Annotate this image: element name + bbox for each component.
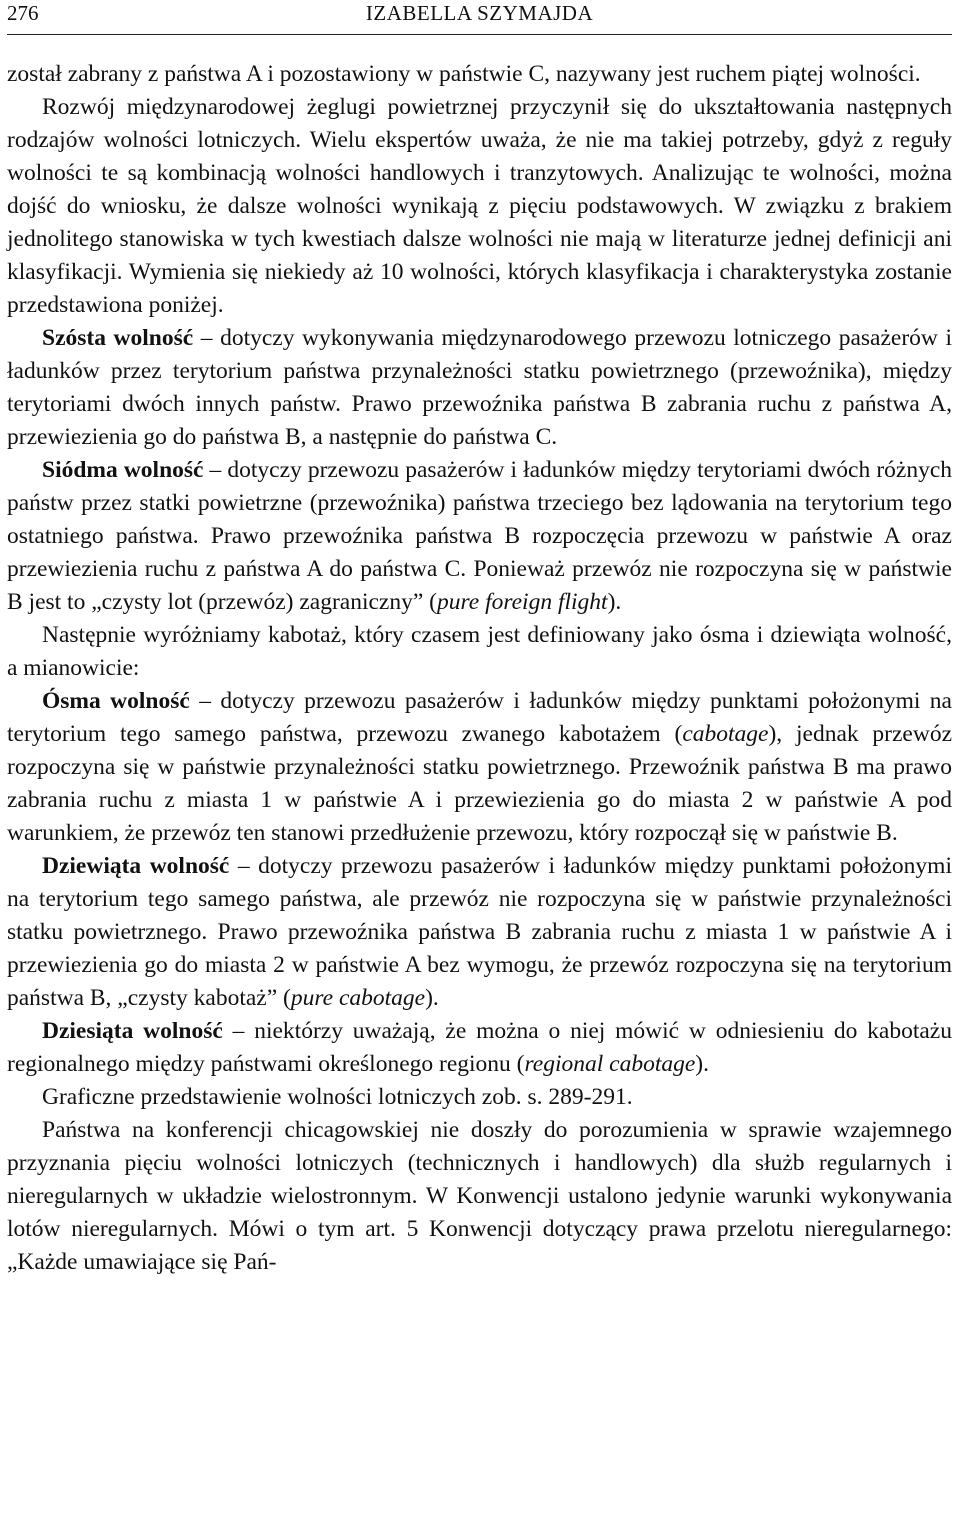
running-head: IZABELLA SZYMAJDA bbox=[365, 1, 594, 25]
foreign-term-pure-cabotage: pure cabotage bbox=[290, 985, 426, 1011]
text-tenth-freedom-b: ). bbox=[695, 1051, 709, 1077]
page-header bbox=[7, 0, 952, 35]
paragraph-chicago-conference: Państwa na konferencji chicagowskiej nie doszły do porozumienia w sprawie wzajemnego przyznania pięciu wolności lotniczych (technicznych i handlowych) dla służb regularnych i nieregularnych w układzie wielostronnym. W Konwencji ustalono jedynie warunki wykonywania lotów nieregularnych. Mówi o tym art. 5 Konwencji dotyczący prawa przelotu nieregularnego: „Każde umawiające się Pań- bbox=[7, 1117, 952, 1275]
term-sixth-freedom: Szósta wolność bbox=[42, 325, 194, 351]
paragraph-continuation: został zabrany z państwa A i pozostawiony w państwie C, nazywany jest ruchem piątej wolności. bbox=[7, 61, 921, 87]
paragraph-seventh-freedom bbox=[7, 454, 952, 619]
paragraph-cabotage-intro: Następnie wyróżniamy kabotaż, który czasem jest definiowany jako ósma i dziewiąta wolność, a mianowicie: bbox=[7, 622, 952, 681]
text-seventh-freedom-b: ). bbox=[607, 589, 622, 615]
paragraph-sixth-freedom bbox=[7, 322, 952, 454]
page-number: 276 bbox=[7, 1, 39, 25]
term-tenth-freedom: Dziesiąta wolność bbox=[42, 1018, 223, 1044]
paragraph-graphic-reference: Graficzne przedstawienie wolności lotniczych zob. s. 289-291. bbox=[42, 1084, 633, 1110]
paragraph-ninth-freedom bbox=[7, 850, 952, 1015]
paragraph-eighth-freedom bbox=[7, 685, 952, 850]
foreign-term-cabotage: cabotage bbox=[682, 721, 769, 747]
term-ninth-freedom: Dziewiąta wolność bbox=[42, 853, 230, 879]
text-tenth-freedom-a: – niektórzy uważają, że można o niej mówić w odniesieniu do kabotażu regionalnego między państwami określonego regionu ( bbox=[7, 1018, 952, 1077]
text-ninth-freedom-a: – dotyczy przewozu pasażerów i ładunków między punktami położonymi na terytorium tego samego państwa, ale przewóz nie rozpoczyna się w państwie przynależności statku powietrznego. Prawo przewoźnika państwa B zabrania ruchu z miasta 1 w państwie A i przewiezienia go do miasta 2 w państwie A bez wymogu, że przewóz rozpoczyna się na terytorium państwa B, „czysty kabotaż” ( bbox=[7, 853, 952, 1011]
text-eighth-freedom-b: ), jednak przewóz rozpoczyna się w państwie przynależności statku powietrznego. Przewoźnik państwa B ma prawo zabrania ruchu z miasta 1 w państwie A i przewiezienia go do miasta 2 w państwie A pod warunkiem, że przewóz ten stanowi przedłużenie przewozu, który rozpoczął się w państwie B. bbox=[7, 721, 952, 846]
text-seventh-freedom-a: – dotyczy przewozu pasażerów i ładunków między terytoriami dwóch różnych państw przez statki powietrzne (przewoźnika) państwa trzeciego bez lądowania na terytorium tego ostatniego państwa. Prawo przewoźnika państwa B rozpoczęcia przewozu w państwie A oraz przewiezienia ruchu z państwa A do państwa C. Ponieważ przewóz nie rozpoczyna się w państwie B jest to „czysty lot (przewóz) zagraniczny” ( bbox=[7, 457, 953, 615]
paragraph-intro-freedoms: Rozwój międzynarodowej żeglugi powietrznej przyczynił się do ukształtowania następnych rodzajów wolności lotniczych. Wielu ekspertów uważa, że nie ma takiej potrzeby, gdyż z reguły wolności te są kombinacją wolności handlowych i tranzytowych. Analizując te wolności, można dojść do wniosku, że dalsze wolności wynikają z pięciu podstawowych. W związku z brakiem jednolitego stanowiska w tych kwestiach dalsze wolności nie mają w literaturze jednej definicji ani klasyfikacji. Wymienia się niekiedy aż 10 wolności, których klasyfikacja i charakterystyka zostanie przedstawiona poniżej. bbox=[7, 94, 952, 318]
paragraph-tenth-freedom bbox=[7, 1015, 952, 1081]
text-eighth-freedom-a: – dotyczy przewozu pasażerów i ładunków między punktami położonymi na terytorium tego samego państwa, przewozu zwanego kabotażem ( bbox=[7, 688, 952, 747]
body-text bbox=[7, 58, 952, 1279]
foreign-term-pure-foreign-flight: pure foreign flight bbox=[437, 589, 608, 615]
foreign-term-regional-cabotage: regional cabotage bbox=[524, 1051, 696, 1077]
text-sixth-freedom: – dotyczy wykonywania międzynarodowego przewozu lotniczego pasażerów i ładunków przez terytorium państwa przynależności statku powietrznego (przewoźnika), między terytoriami dwóch innych państw. Prawo przewoźnika państwa B zabrania ruchu z państwa A, przewiezienia go do państwa B, a następnie do państwa C. bbox=[7, 325, 952, 450]
text-ninth-freedom-b: ). bbox=[425, 985, 439, 1011]
term-seventh-freedom: Siódma wolność bbox=[42, 457, 204, 483]
term-eighth-freedom: Ósma wolność bbox=[42, 688, 190, 714]
